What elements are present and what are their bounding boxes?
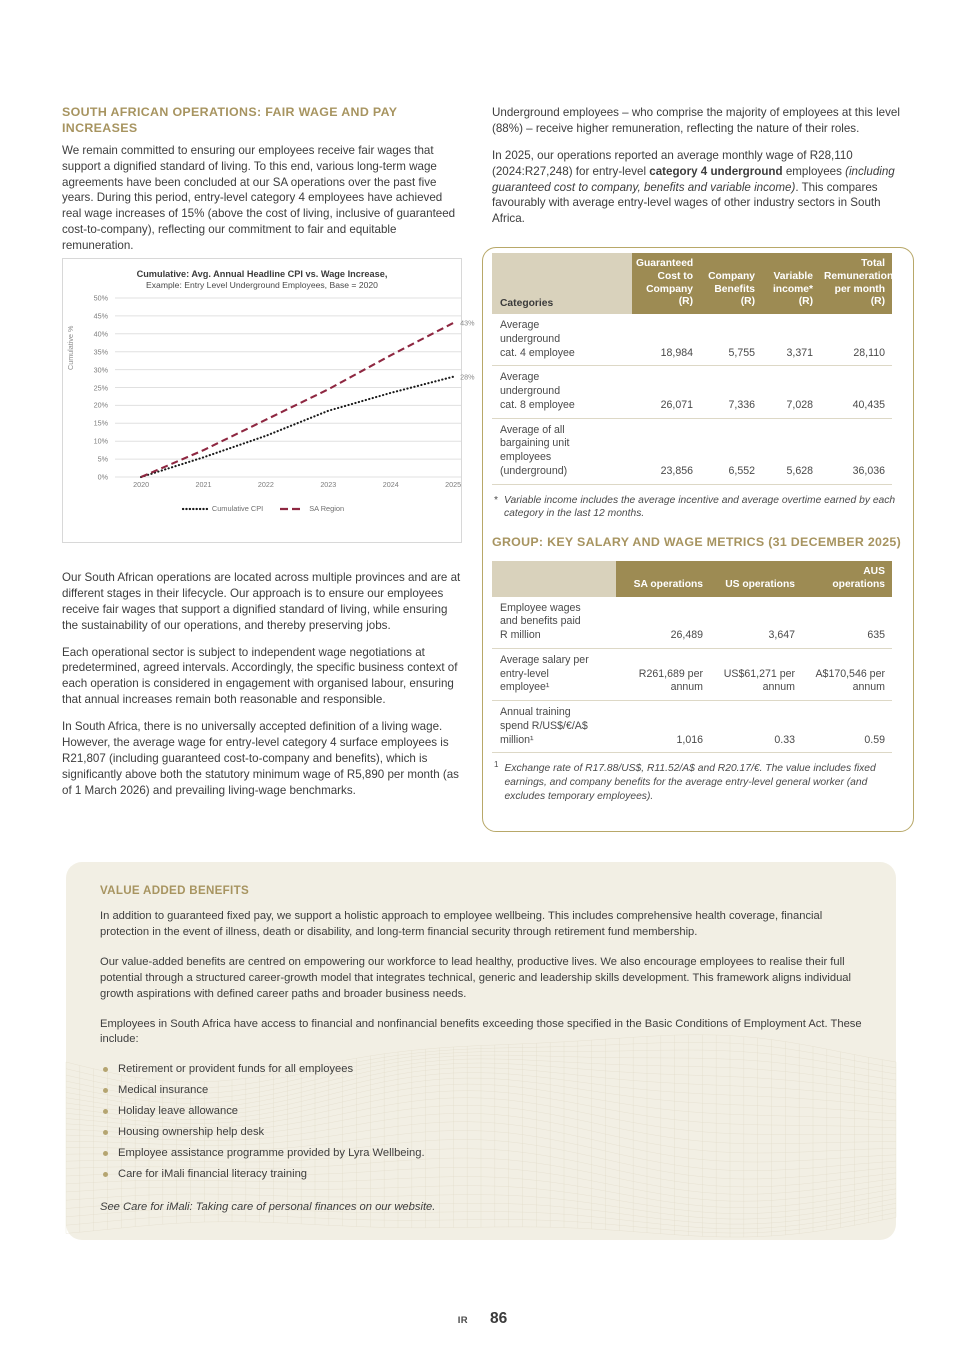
header-guaranteed-cost: Guaranteed Cost to Company (R) <box>632 253 700 314</box>
cell-total: 28,110 <box>853 346 885 359</box>
right-p2-part-c: . This compares favourably with average entry-level wages of other industry sectors in South Africa. <box>492 180 881 226</box>
cell-total: 36,036 <box>852 464 885 477</box>
cell-guaranteed: 18,984 <box>660 346 693 359</box>
row-label: Average of all bargaining unit employees (underground) <box>500 423 570 477</box>
tables-container <box>492 253 904 803</box>
cell-guaranteed: 23,856 <box>660 464 693 477</box>
table-row <box>492 366 892 418</box>
cell-benefits: 7,336 <box>728 398 755 411</box>
chart-title: Cumulative: Avg. Annual Headline CPI vs. Wage Increase, <box>136 269 388 279</box>
cell-aus: A$170,546 per annum <box>815 667 885 694</box>
header-sa-operations: SA operations <box>616 561 710 597</box>
legend-swatch-icon <box>182 505 208 513</box>
legend-swatch-icon <box>279 505 305 513</box>
page-title: SOUTH AFRICAN OPERATIONS: FAIR WAGE AND PAY INCREASES <box>62 105 398 135</box>
x-tick-label: 2022 <box>257 480 274 490</box>
x-tick-label: 2025 <box>445 480 462 490</box>
remuneration-table-footnote <box>494 494 904 521</box>
y-tick-label: 50% <box>93 293 108 303</box>
right-column <box>492 105 904 238</box>
right-p2-italic: (including guaranteed cost to company, benefits and variable income) <box>492 164 895 194</box>
cpi-wage-chart <box>62 258 475 543</box>
right-p2-part-a: In 2025, our operations reported an average monthly wage of R28,110 (2024:R27,248) for entry-level <box>492 148 853 178</box>
group-metrics-footnote <box>494 762 904 803</box>
footer-report-label: IR <box>457 1315 469 1326</box>
header-us-operations: US operations <box>710 561 802 597</box>
right-paragraph-2 <box>492 148 904 227</box>
list-item: Housing ownership help desk <box>100 1125 862 1146</box>
table-row <box>492 597 892 649</box>
legend-label: SA Region <box>309 504 345 513</box>
svg-text:28%: 28% <box>460 372 475 382</box>
table-row <box>492 314 892 366</box>
y-tick-label: 30% <box>93 365 108 375</box>
left-paragraph-4: In South Africa, there is no universally accepted definition of a living wage. However, the average wage for entry-level category 4 surface employees is R21,807 (including guaranteed cost-to-company and benefits), which is significantly above both the statutory minimum wage of R5,890 per month (as of 1 March 2026) and prevailing living-wage benchmarks. <box>62 720 459 797</box>
value-added-heading: VALUE ADDED BENEFITS <box>100 884 249 897</box>
chart-y-axis-label: Cumulative % <box>66 325 75 371</box>
chart-subtitle: Example: Entry Level Underground Employees, Base = 2020 <box>146 280 378 291</box>
left-column-continued <box>62 570 462 809</box>
header-categories: Categories <box>492 253 632 314</box>
y-tick-label: 0% <box>97 472 108 482</box>
cell-variable: 5,628 <box>786 464 813 477</box>
x-tick-label: 2020 <box>133 480 150 490</box>
cell-us: 0.33 <box>774 733 795 746</box>
footnote2-text: Exchange rate of R17.88/US$, R11.52/A$ and R20.17/€. The value includes fixed earnings, and company benefits for the average entry-level general worker (and excludes temporary employees). <box>504 763 876 802</box>
row-label: Annual training spend R/US$/€/A$ million¹ <box>500 706 588 746</box>
footer-page-number: 86 <box>490 1310 508 1327</box>
cell-sa: R261,689 per annum <box>638 667 703 694</box>
y-tick-label: 40% <box>93 329 108 339</box>
header-aus-operations: AUS operations <box>802 561 892 597</box>
cell-sa: 1,016 <box>676 733 703 746</box>
value-added-paragraph-3: Employees in South Africa have access to financial and nonfinancial benefits exceeding those specified in the Basic Conditions of Employment Act. These include: <box>100 1017 862 1046</box>
list-item: Holiday leave allowance <box>100 1104 862 1125</box>
header-variable-income: Variable income* (R) <box>762 253 820 314</box>
group-metrics-table <box>492 561 892 753</box>
table-header-row <box>492 253 892 314</box>
page-footer <box>0 1310 965 1328</box>
cell-variable: 7,028 <box>786 398 813 411</box>
chart-svg <box>115 292 475 482</box>
table-row <box>492 648 892 700</box>
table-row <box>492 418 892 484</box>
chart-legend <box>63 504 463 513</box>
footnote2-marker: 1 <box>494 760 499 770</box>
cell-guaranteed: 26,071 <box>660 398 693 411</box>
cell-variable: 3,371 <box>786 346 813 359</box>
chart-y-axis-ticks <box>77 292 111 482</box>
remuneration-table <box>492 253 892 485</box>
left-paragraph-2: Our South African operations are located across multiple provinces and are at different stages in their lifecycle. Our approach is to ensure our employees receive fair wages that support a dignified standard of living, while ensuring the sustainability of our operations, and thereby preserving jobs. <box>62 571 461 632</box>
header-company-benefits: Company Benefits (R) <box>700 253 762 314</box>
y-tick-label: 15% <box>93 418 108 428</box>
header-blank <box>492 561 616 597</box>
legend-item <box>279 504 344 513</box>
list-item: Employee assistance programme provided by Lyra Wellbeing. <box>100 1146 862 1167</box>
cell-benefits: 5,755 <box>728 346 755 359</box>
group-metrics-heading: GROUP: KEY SALARY AND WAGE METRICS (31 DECEMBER 2025) <box>492 535 902 550</box>
cell-us: US$61,271 per annum <box>723 667 795 694</box>
cell-benefits: 6,552 <box>728 464 755 477</box>
left-paragraph-3: Each operational sector is subject to independent wage negotiations at predetermined, agreed intervals. Accordingly, the specific business context of each operation is considered in engagement with organised labour, ensuring that annual increases remain both reasonable and responsible. <box>62 645 458 707</box>
cell-total: 40,435 <box>852 398 885 411</box>
y-tick-label: 5% <box>97 454 108 464</box>
footnote-marker: * <box>494 494 499 506</box>
chart-x-axis-ticks <box>115 480 462 494</box>
right-p2-bold: category 4 underground <box>649 164 783 178</box>
svg-text:43%: 43% <box>460 318 475 328</box>
footnote-text: Variable income includes the average incentive and average overtime earned by each category in the last 12 months. <box>504 494 896 520</box>
chart-plot-area <box>63 292 475 507</box>
left-column <box>62 105 462 265</box>
table2-header-row <box>492 561 892 597</box>
value-added-closing-note: See Care for iMali: Taking care of personal finances on our website. <box>100 1200 436 1213</box>
list-item: Care for iMali financial literacy training <box>100 1167 862 1188</box>
row-label: Average salary per entry-level employee¹ <box>500 653 589 694</box>
cell-aus: 635 <box>867 629 885 642</box>
legend-label: Cumulative CPI <box>211 504 264 513</box>
list-item: Medical insurance <box>100 1083 862 1104</box>
y-tick-label: 20% <box>93 400 108 410</box>
y-tick-label: 45% <box>93 311 108 321</box>
table-row <box>492 701 892 753</box>
row-label: Average underground cat. 4 employee <box>500 319 575 359</box>
right-p2-part-b: employees <box>782 164 846 178</box>
y-tick-label: 10% <box>93 436 108 446</box>
value-added-paragraph-2: Our value-added benefits are centred on empowering our workforce to lead healthy, productive lives. We also encourage employees to realise their full potential through a structured career-growth model that integrates technical, generic and leadership skills development. This framework aligns individual growth aspirations with defined career paths and broader business needs. <box>100 955 851 1000</box>
x-tick-label: 2021 <box>195 480 212 490</box>
value-added-benefits-panel <box>66 862 896 1240</box>
cell-us: 3,647 <box>768 629 795 642</box>
row-label: Average underground cat. 8 employee <box>500 371 575 411</box>
header-total-remuneration: Total Remuneration per month (R) <box>820 253 892 314</box>
x-tick-label: 2024 <box>382 480 399 490</box>
x-tick-label: 2023 <box>320 480 337 490</box>
value-added-content <box>66 862 896 1216</box>
y-tick-label: 25% <box>93 383 108 393</box>
left-paragraph-1: We remain committed to ensuring our employees receive fair wages that support a dignified standard of living. To this end, various long-term wage agreements have been concluded at our SA operations over the past five years. During this period, entry-level category 4 employees have achieved real wage increases of 15% (above the cost of living, inclusive of guaranteed cost-to-company), reflecting our commitment to fair and equitable remuneration. <box>62 143 456 252</box>
y-tick-label: 35% <box>93 347 108 357</box>
value-added-paragraph-1: In addition to guaranteed fixed pay, we support a holistic approach to employee wellbeing. This includes comprehensive health coverage, financial protection in the event of illness, death or disability, and long-term financial security through retirement fund membership. <box>100 910 823 938</box>
list-item: Retirement or provident funds for all employees <box>100 1062 862 1083</box>
cell-aus: 0.59 <box>864 733 885 746</box>
right-paragraph-1: Underground employees – who comprise the majority of employees at this level (88%) – receive higher remuneration, reflecting the nature of their roles. <box>492 106 900 135</box>
benefits-list <box>100 1062 862 1187</box>
cell-sa: 26,489 <box>670 629 703 642</box>
legend-item <box>182 504 263 513</box>
row-label: Employee wages and benefits paid R million <box>500 601 581 642</box>
